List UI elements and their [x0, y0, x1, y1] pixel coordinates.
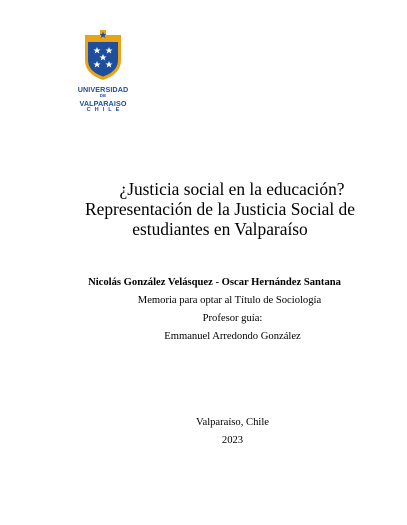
logo-text-line4: CHILE	[86, 107, 124, 113]
degree-line: Memoria para optar al Título de Sociología	[137, 295, 322, 306]
authors: Nicolás González Velásquez - Oscar Hernández Santana	[88, 277, 341, 288]
document-title	[60, 179, 380, 239]
advisor-name: Emmanuel Arredondo González	[164, 331, 301, 342]
advisor-label: Profesor guía:	[202, 313, 263, 324]
year: 2023	[221, 435, 244, 446]
logo-text-line3: VALPARAISO	[79, 98, 127, 108]
logo-text-line1: UNIVERSIDAD	[77, 85, 129, 94]
university-logo	[74, 30, 132, 114]
university-shield-logo-icon	[83, 30, 123, 82]
title-line-1: ¿Justicia social en la educación?	[119, 179, 345, 199]
title-line-2: Representación de la Justicia Social de	[85, 199, 355, 219]
logo-text-line2: DE	[99, 93, 107, 99]
place: Valparaíso, Chile	[196, 417, 269, 428]
title-line-3: estudiantes en Valparaíso	[132, 219, 308, 239]
